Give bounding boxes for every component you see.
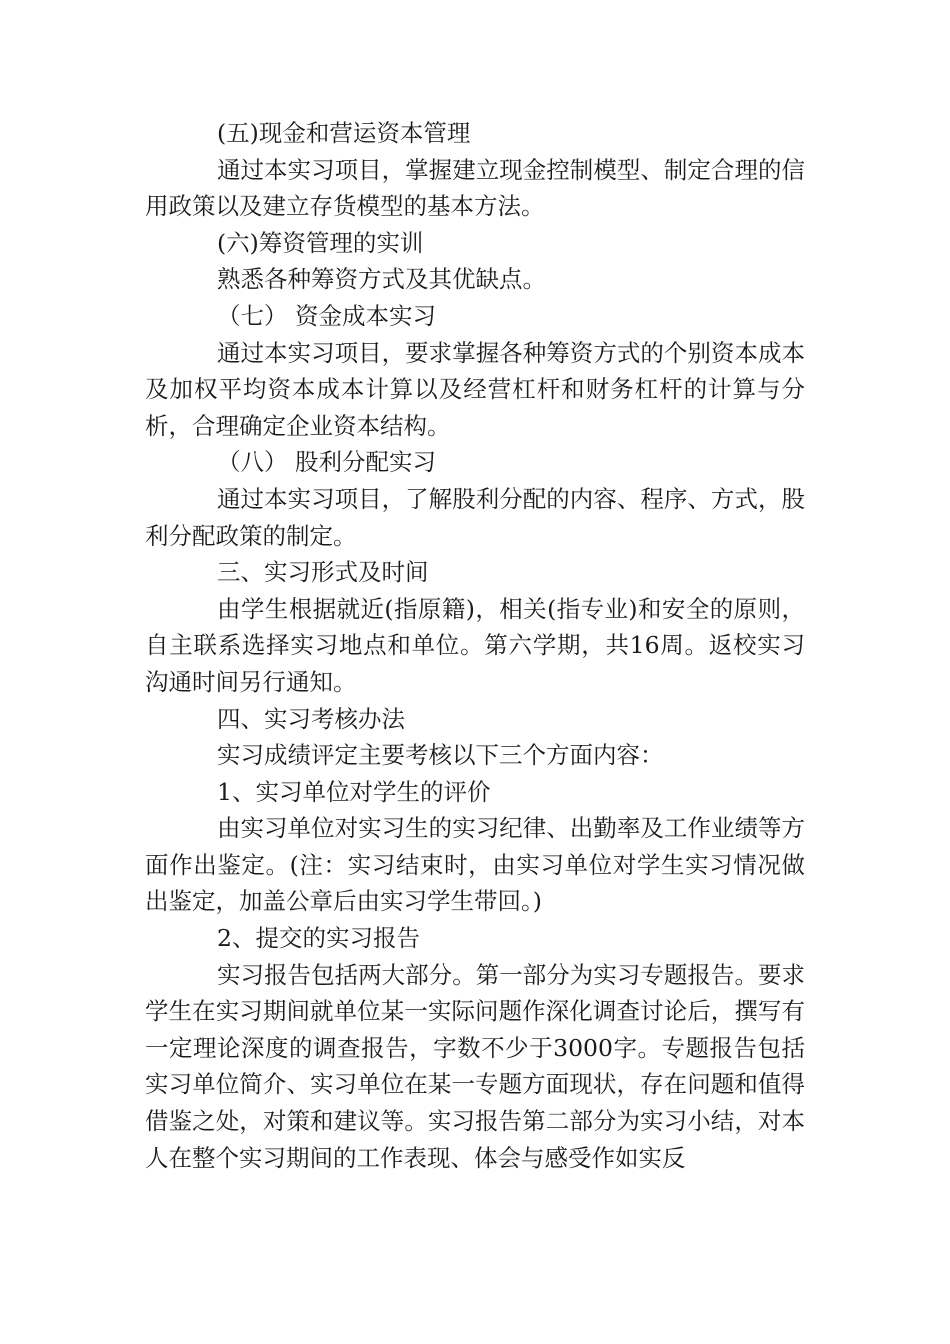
subheading-unit-evaluation: 1、实习单位对学生的评价	[217, 777, 491, 806]
heading-dividend: （八） 股利分配实习	[217, 448, 436, 477]
heading-capital-cost: （七） 资金成本实习	[217, 301, 436, 330]
heading-financing-training: (六)筹资管理的实训	[217, 228, 424, 257]
body-paragraph: 熟悉各种筹资方式及其优缺点。	[217, 265, 546, 294]
section-heading-assessment: 四、实习考核办法	[217, 704, 405, 733]
heading-cash-working-capital: (五)现金和营运资本管理	[217, 119, 471, 147]
body-paragraph: 实习成绩评定主要考核以下三个方面内容：	[217, 741, 664, 770]
body-paragraph: 由学生根据就近(指原籍)，相关(指专业)和安全的原则，自主联系选择实习地点和单位。第六学期，共16周。返校实习沟通时间另行通知。	[145, 594, 805, 696]
body-paragraph: 实习报告包括两大部分。第一部分为实习专题报告。要求学生在实习期间就单位某一实际问题作深化调查讨论后，撰写有一定理论深度的调查报告，字数不少于3000字。专题报告包括实习单位简介、实习单位在某一专题方面现状，存在问题和值得借鉴之处，对策和建议等。实习报告第二部分为实习小结，对本人在整个实习期间的工作表现、体会与感受作如实反	[145, 960, 805, 1172]
body-paragraph: 通过本实习项目，了解股利分配的内容、程序、方式，股利分配政策的制定。	[145, 484, 805, 550]
body-paragraph: 通过本实习项目，要求掌握各种筹资方式的个别资本成本及加权平均资本成本计算以及经营杠杆和财务杠杆的计算与分析，合理确定企业资本结构。	[145, 338, 805, 440]
body-paragraph: 通过本实习项目，掌握建立现金控制模型、制定合理的信用政策以及建立存货模型的基本方法。	[145, 155, 805, 221]
subheading-report: 2、提交的实习报告	[217, 924, 420, 953]
section-heading-form-time: 三、实习形式及时间	[217, 558, 429, 587]
body-paragraph: 由实习单位对实习生的实习纪律、出勤率及工作业绩等方面作出鉴定。(注：实习结束时，由实习单位对学生实习情况做出鉴定，加盖公章后由实习学生带回。)	[145, 814, 805, 916]
document-body	[145, 115, 805, 1176]
